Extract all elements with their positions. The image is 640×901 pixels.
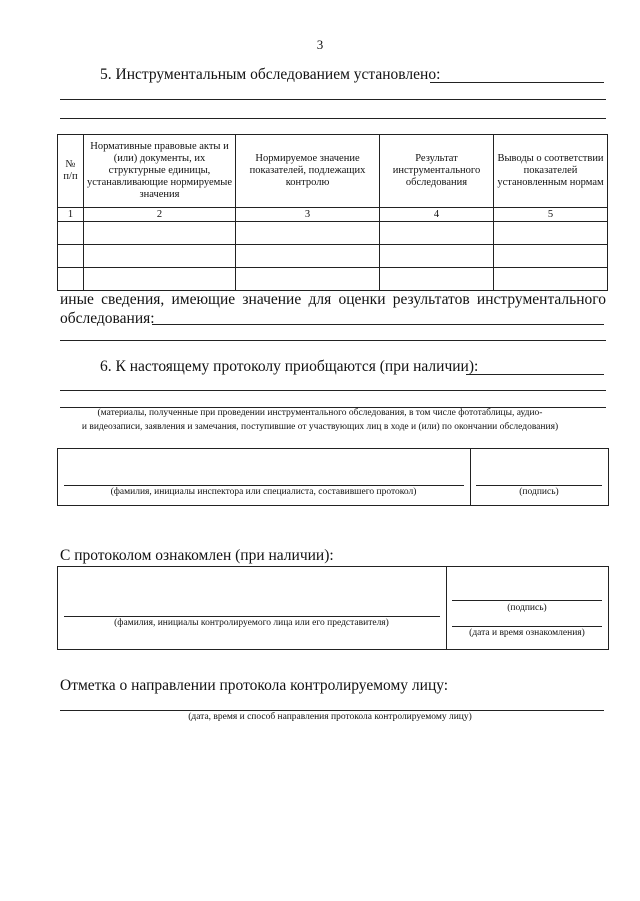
sending-caption: (дата, время и способ направления протокола контролируемому лицу) bbox=[188, 712, 472, 722]
header-number: № п/п bbox=[58, 135, 84, 208]
table-cell[interactable] bbox=[58, 268, 84, 291]
table-cell[interactable] bbox=[494, 268, 608, 291]
table-cell[interactable] bbox=[84, 222, 236, 245]
header-conclusions: Выводы о соответствии показателей установленным нормам bbox=[494, 135, 608, 208]
header-result: Результат инструментального обследования bbox=[380, 135, 494, 208]
inspector-name-line[interactable] bbox=[64, 485, 464, 486]
person-name-line[interactable] bbox=[64, 616, 440, 617]
other-info-fill-line-2[interactable] bbox=[60, 340, 606, 341]
table-cell[interactable] bbox=[236, 268, 380, 291]
section6-fill-line-1[interactable] bbox=[466, 374, 604, 375]
section6-fill-line-2[interactable] bbox=[60, 390, 606, 391]
section5-fill-line-1[interactable] bbox=[430, 82, 604, 83]
table-cell[interactable] bbox=[494, 222, 608, 245]
acquainted-datetime-caption: (дата и время ознакомления) bbox=[469, 628, 585, 638]
attachments-caption-line-2: и видеозаписи, заявления и замечания, поступившие от участвующих лиц в ходе и (или) по окончании обследования) bbox=[81, 422, 559, 432]
inspector-name-caption: (фамилия, инициалы инспектора или специалиста, составившего протокол) bbox=[110, 487, 417, 497]
table-cell[interactable] bbox=[58, 245, 84, 268]
sending-fill-line[interactable] bbox=[60, 710, 604, 711]
acquainted-heading: С протоколом ознакомлен (при наличии): bbox=[60, 547, 334, 564]
page-number: 3 bbox=[316, 37, 324, 52]
person-signature-caption: (подпись) bbox=[507, 603, 547, 613]
table-row bbox=[58, 268, 608, 291]
person-name-caption: (фамилия, инициалы контролируемого лица или его представителя) bbox=[114, 618, 389, 628]
column-number-4: 4 bbox=[380, 208, 494, 222]
table-cell[interactable] bbox=[58, 222, 84, 245]
inspector-signature-line[interactable] bbox=[476, 485, 602, 486]
column-number-3: 3 bbox=[236, 208, 380, 222]
other-info-fill-line-1[interactable] bbox=[152, 324, 604, 325]
results-table bbox=[57, 134, 608, 291]
table-cell[interactable] bbox=[494, 245, 608, 268]
other-info-line-1: иные сведения, имеющие значение для оценки результатов инструментального bbox=[60, 291, 606, 308]
other-info-line-2: обследования: bbox=[60, 310, 155, 327]
header-normative-value: Нормируемое значение показателей, подлежащих контролю bbox=[236, 135, 380, 208]
section5-fill-line-3[interactable] bbox=[60, 118, 606, 119]
table-row bbox=[58, 245, 608, 268]
column-number-2: 2 bbox=[84, 208, 236, 222]
section5-heading: 5. Инструментальным обследованием установлено: bbox=[100, 66, 441, 83]
column-number-1: 1 bbox=[58, 208, 84, 222]
section5-fill-line-2[interactable] bbox=[60, 99, 606, 100]
inspector-signature-box bbox=[57, 448, 609, 506]
table-cell[interactable] bbox=[84, 245, 236, 268]
section6-heading: 6. К настоящему протоколу приобщаются (при наличии): bbox=[100, 358, 479, 375]
table-row bbox=[58, 222, 608, 245]
attachments-caption-line-1: (материалы, полученные при проведении инструментального обследования, в том числе фототаблицы, аудио- bbox=[97, 408, 543, 418]
table-cell[interactable] bbox=[84, 268, 236, 291]
sending-heading: Отметка о направлении протокола контролируемому лицу: bbox=[60, 677, 449, 694]
person-signature-line[interactable] bbox=[452, 600, 602, 601]
column-number-5: 5 bbox=[494, 208, 608, 222]
acquainted-datetime-line[interactable] bbox=[452, 626, 602, 627]
table-cell[interactable] bbox=[380, 222, 494, 245]
inspector-signature-caption: (подпись) bbox=[519, 487, 559, 497]
table-cell[interactable] bbox=[380, 268, 494, 291]
table-cell[interactable] bbox=[236, 222, 380, 245]
table-cell[interactable] bbox=[380, 245, 494, 268]
table-cell[interactable] bbox=[236, 245, 380, 268]
header-normative-acts: Нормативные правовые акты и (или) документы, их структурные единицы, устанавливающие нормируемые значения bbox=[84, 135, 236, 208]
